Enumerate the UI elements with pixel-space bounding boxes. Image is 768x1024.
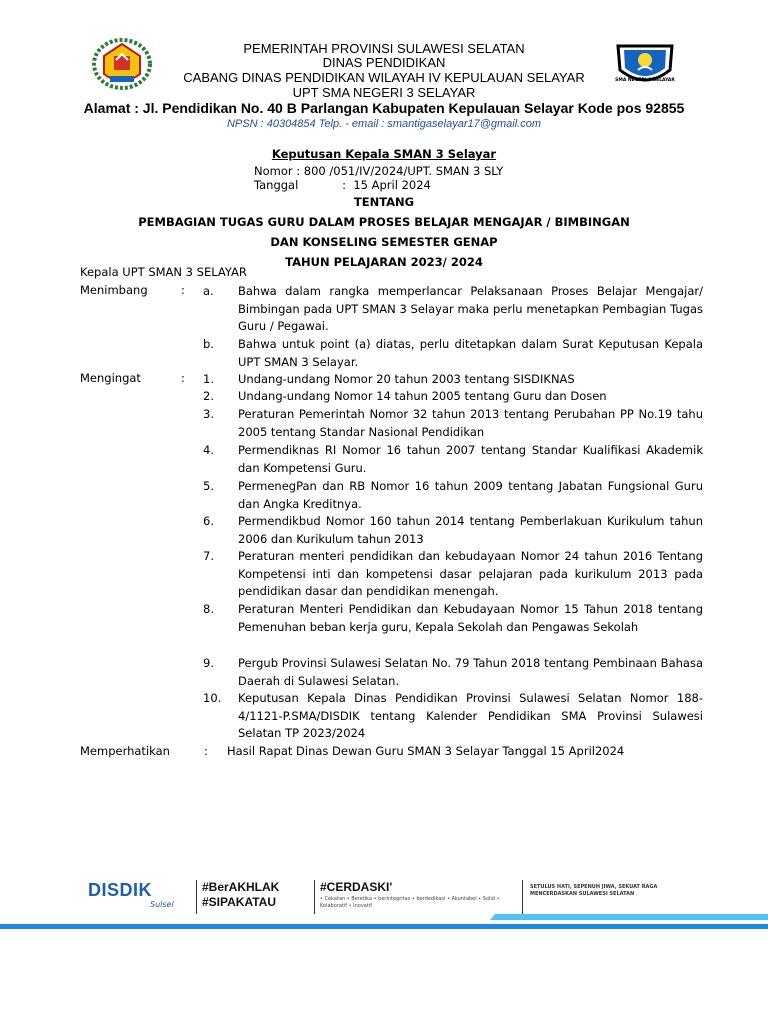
tentang-heading: TENTANG <box>353 195 415 209</box>
letterhead-contact: NPSN : 40304854 Telp. - email : smantigaselayar17@gmail.com <box>226 118 542 130</box>
mengingat-item <box>203 406 703 441</box>
decree-number-block <box>254 164 503 192</box>
memperhatikan-colon: : <box>204 744 208 758</box>
subject-line-3: TAHUN PELAJARAN 2023/ 2024 <box>285 255 483 269</box>
menimbang-item <box>203 283 703 336</box>
item-text: Pergub Provinsi Sulawesi Selatan No. 79 Tahun 2018 tentang Pembinaan Bahasa Daerah di Sulawesi Selatan. <box>238 656 703 688</box>
item-text: Peraturan menteri pendidikan dan kebudayaan Nomor 24 tahun 2016 Tentang Kompetensi inti dan kompetensi dasar pelajaran pada kurikulum 2013 pada pendidikan dasar dan pendidikan menengah. <box>238 549 703 599</box>
memperhatikan-label: Memperhatikan <box>80 744 170 758</box>
subject-line-2: DAN KONSELING SEMESTER GENAP <box>270 235 498 249</box>
disdik-logo: DISDIK <box>88 880 153 900</box>
item-marker: 1. <box>203 372 214 386</box>
letterhead <box>80 42 688 131</box>
letterhead-line-1: PEMERINTAH PROVINSI SULAWESI SELATAN <box>243 41 525 56</box>
item-marker: 10. <box>203 691 222 705</box>
letterhead-address: Alamat : Jl. Pendidikan No. 40 B Parlangan Kabupaten Kepulauan Selayar Kode pos 92855 <box>83 100 685 116</box>
footer-divider <box>522 880 523 914</box>
item-marker: 7. <box>203 549 214 563</box>
mengingat-item <box>203 690 703 743</box>
mengingat-item <box>203 478 703 513</box>
item-marker: 8. <box>203 602 214 616</box>
mengingat-colon: : <box>181 371 185 385</box>
item-marker: 9. <box>203 656 214 670</box>
item-text: Bahwa untuk point (a) diatas, perlu ditetapkan dalam Surat Keputusan Kepala UPT SMAN 3 Selayar. <box>238 337 703 369</box>
mengingat-item <box>203 655 703 690</box>
footer-blue-bar <box>0 924 768 929</box>
opening-line: Kepala UPT SMAN 3 SELAYAR <box>80 265 247 279</box>
footer-motto: SETULUS HATI, SEPENUH JIWA, SEKUAT RAGA MENCERDASKAN SULAWESI SELATAN <box>530 884 658 897</box>
mengingat-item <box>203 513 703 548</box>
tag-berakhlak: #BerAKHLAK <box>202 880 280 894</box>
footer-accent-bar <box>490 914 768 920</box>
footer-divider <box>196 880 197 914</box>
item-text: PermenegPan dan RB Nomor 16 tahun 2009 tentang Jabatan Fungsional Guru dan Angka Kreditnya. <box>238 479 703 511</box>
mengingat-item <box>203 548 703 601</box>
item-text: Undang-undang Nomor 14 tahun 2005 tentang Guru dan Dosen <box>238 389 607 403</box>
item-marker: b. <box>203 337 214 351</box>
subject-line-1: PEMBAGIAN TUGAS GURU DALAM PROSES BELAJAR MENGAJAR / BIMBINGAN <box>138 215 630 229</box>
item-text: Undang-undang Nomor 20 tahun 2003 tentang SISDIKNAS <box>238 372 575 386</box>
mengingat-item <box>203 442 703 477</box>
letterhead-line-3: CABANG DINAS PENDIDIKAN WILAYAH IV KEPULAUAN SELAYAR <box>183 70 585 85</box>
letterhead-line-4: UPT SMA NEGERI 3 SELAYAR <box>292 85 476 100</box>
decree-subject <box>0 194 768 274</box>
item-marker: 5. <box>203 479 214 493</box>
decree-date: Tanggal : 15 April 2024 <box>254 178 431 192</box>
mengingat-item <box>203 371 703 389</box>
item-text: Peraturan Menteri Pendidikan dan Kebudayaan Nomor 15 Tahun 2018 tentang Pemenuhan beban kerja guru, Kepala Sekolah dan Pengawas Sekolah <box>238 602 703 634</box>
memperhatikan-text: Hasil Rapat Dinas Dewan Guru SMAN 3 Selayar Tanggal 15 April2024 <box>227 744 625 758</box>
footer-divider <box>314 880 315 914</box>
school-logo <box>612 40 678 90</box>
item-marker: 6. <box>203 514 214 528</box>
item-text: Permendikbud Nomor 160 tahun 2014 tentang Pemberlakuan Kurikulum tahun 2006 dan Kurikulum tahun 2013 <box>238 514 703 546</box>
decree-title-block <box>0 146 768 163</box>
item-marker: 2. <box>203 389 214 403</box>
school-logo-text: SMA NEGERI 3 SELAYAR <box>615 78 675 83</box>
item-text: Peraturan Pemerintah Nomor 32 tahun 2013 tentang Perubahan PP No.19 tahu 2005 tentang Standar Nasional Pendidikan <box>238 407 703 439</box>
item-marker: 3. <box>203 407 214 421</box>
decree-number: Nomor : 800 /051/IV/2024/UPT. SMAN 3 SLY <box>254 164 504 178</box>
cerdaski-values: • Cekatan • Beretika • berintegritas • berdedikasi • Akuntabel • Solid • Kolaboratif • Inovatif <box>320 896 500 909</box>
footer-tags <box>202 880 279 910</box>
footer-banner <box>0 870 768 940</box>
item-text: Permendiknas RI Nomor 16 tahun 2007 tentang Standar Kualifikasi Akademik dan Kompetensi Guru. <box>238 443 703 475</box>
menimbang-item <box>203 336 703 371</box>
mengingat-item <box>203 388 703 406</box>
item-marker: a. <box>203 284 214 298</box>
mengingat-item <box>203 601 703 636</box>
disdik-logo-sub: Sulsel <box>150 900 174 909</box>
menimbang-label: Menimbang <box>80 283 148 297</box>
menimbang-colon: : <box>181 283 185 297</box>
decree-title: Keputusan Kepala SMAN 3 Selayar <box>271 147 497 161</box>
letterhead-line-2: DINAS PENDIDIKAN <box>322 55 446 70</box>
item-text: Keputusan Kepala Dinas Pendidikan Provinsi Sulawesi Selatan Nomor 188-4/1121-P.SMA/DISDIK tentang Kalender Pendidikan SMA Provinsi Sulawesi Selatan TP 2023/2024 <box>238 691 703 741</box>
item-text: Bahwa dalam rangka memperlancar Pelaksanaan Proses Belajar Mengajar/ Bimbingan pada UPT SMAN 3 Selayar maka perlu menetapkan Pembagian Tugas Guru / Pegawai. <box>238 284 703 334</box>
tag-cerdaski: #CERDASKI' <box>320 880 393 894</box>
mengingat-label: Mengingat <box>80 371 141 385</box>
tag-sipakatau: #SIPAKATAU <box>202 895 277 909</box>
item-marker: 4. <box>203 443 214 457</box>
